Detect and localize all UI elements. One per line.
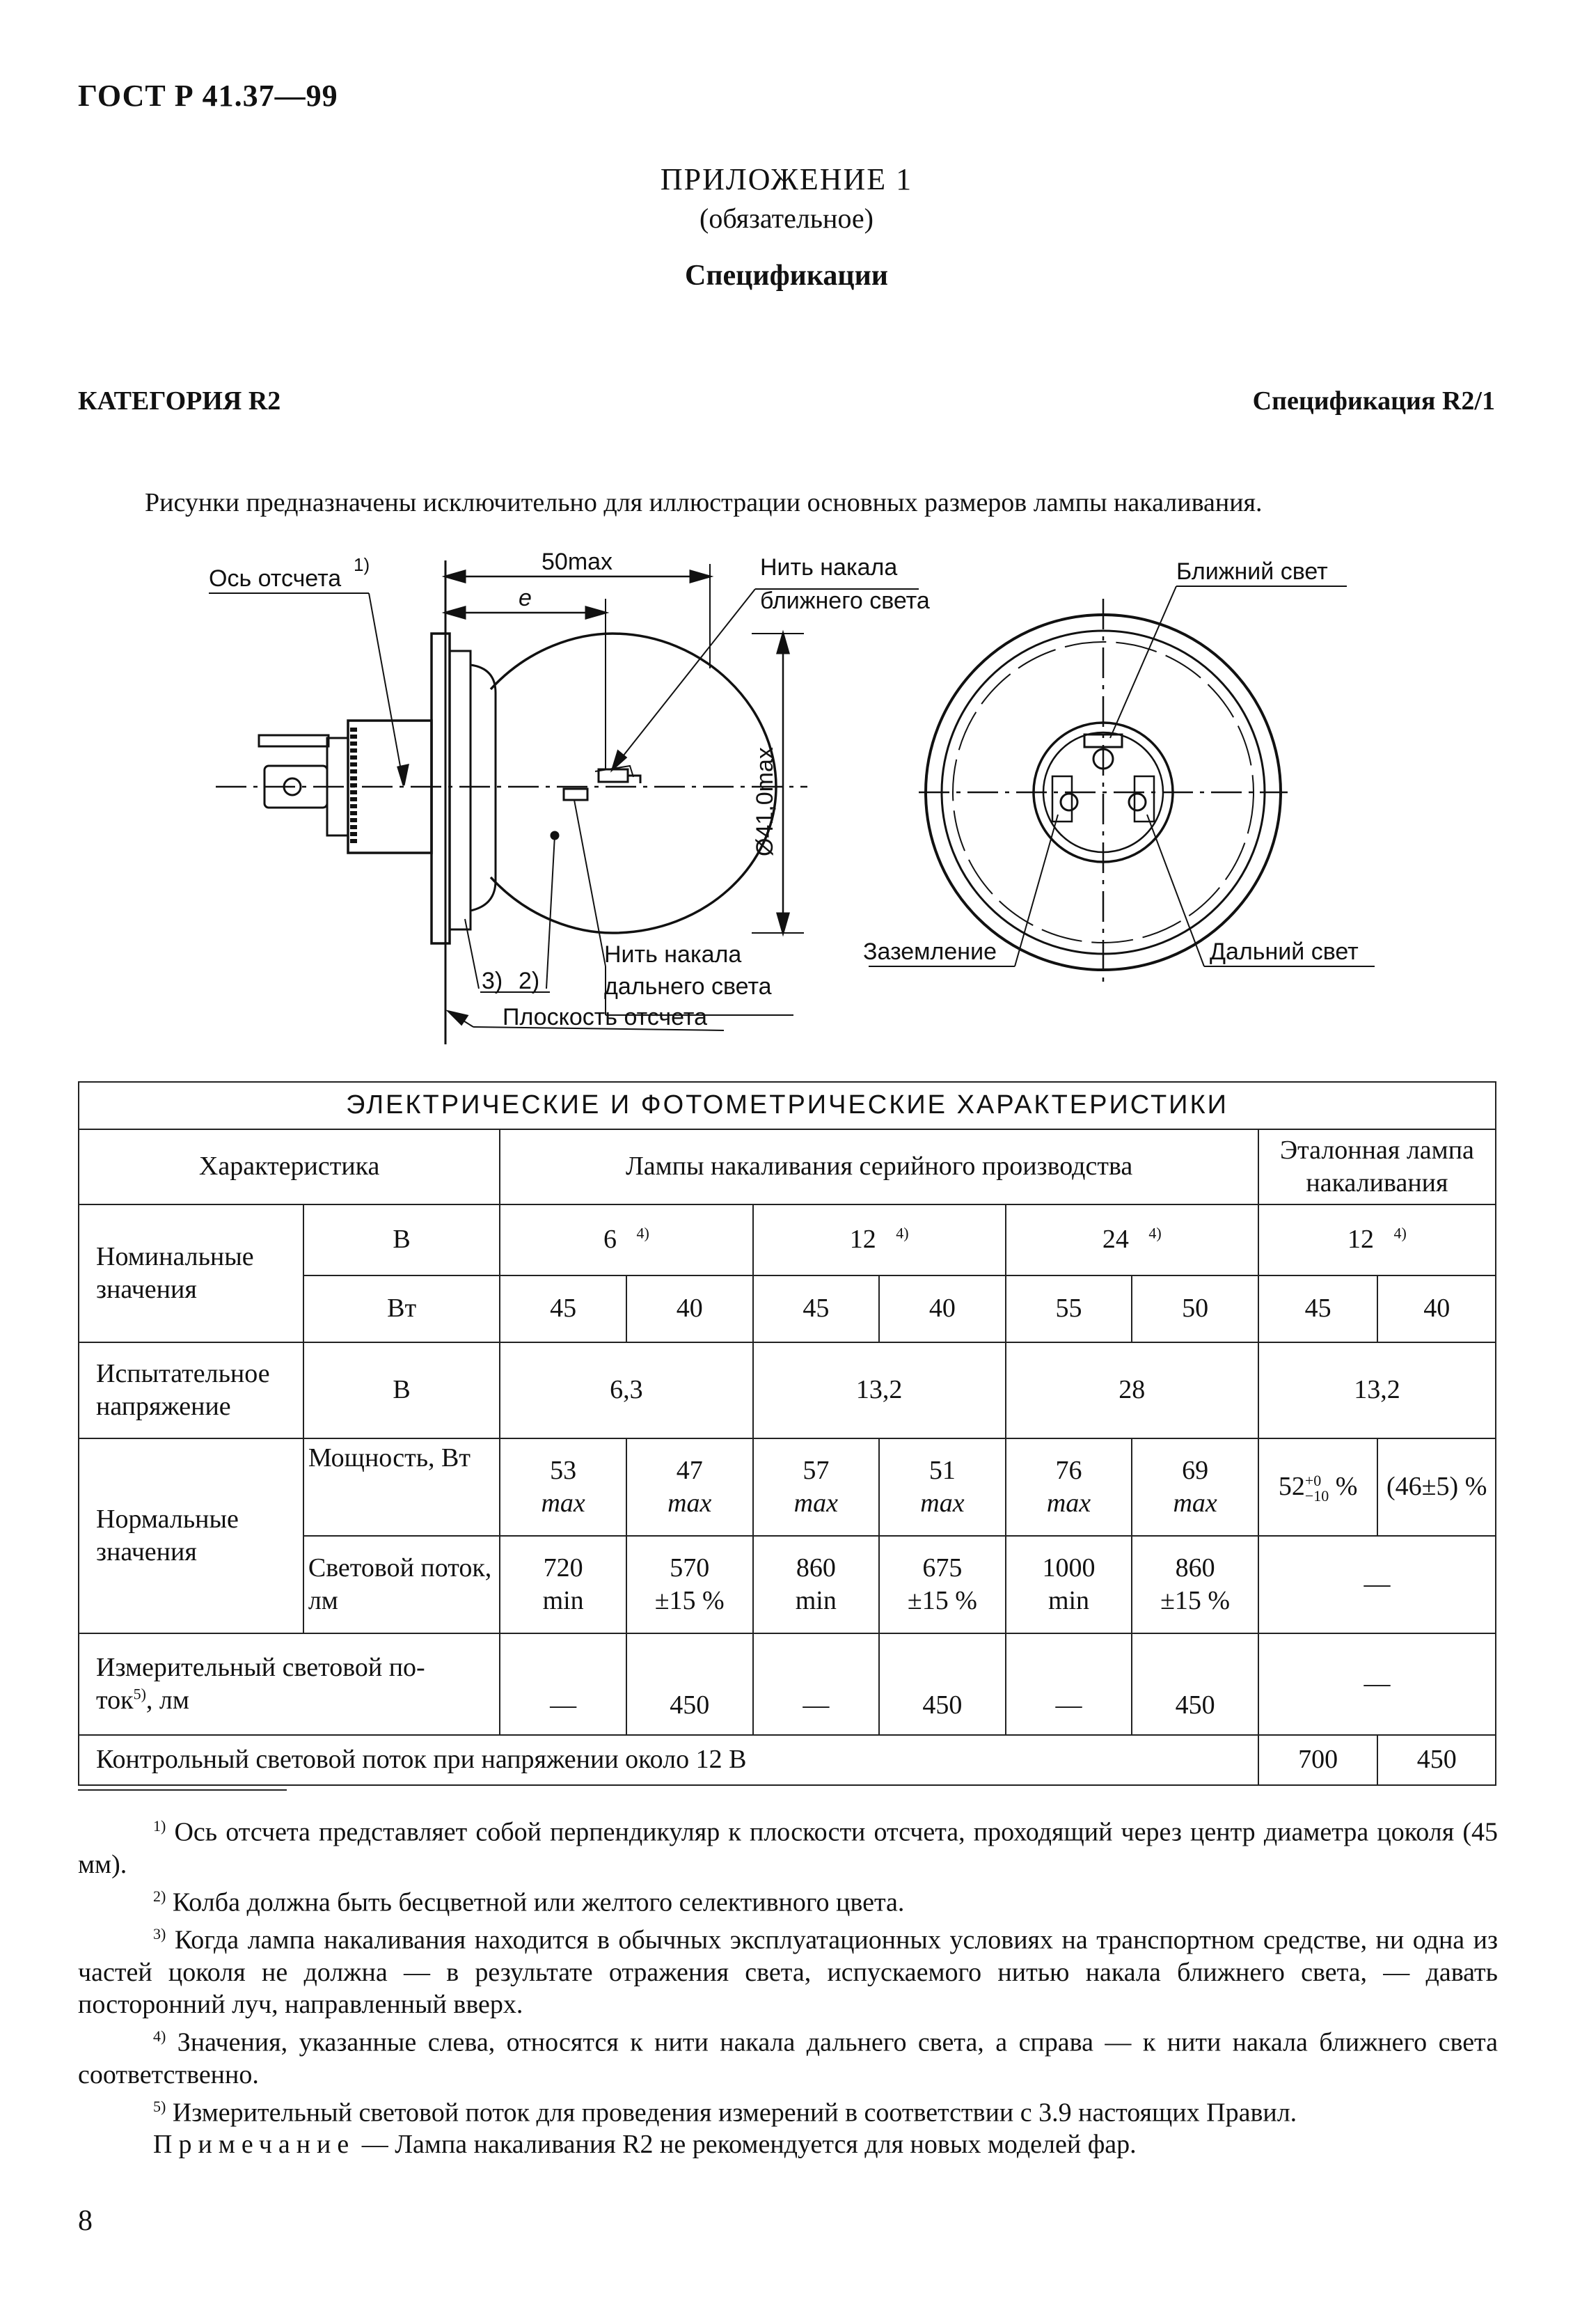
footnote-item: $^{4)}$ Значения, указанные слева, относятся к нити накала дальнего света, а справа — к нити накала ближнего света соответственно.: [78, 2027, 1498, 2089]
cell-flux: 1000 min: [1006, 1536, 1132, 1633]
label-main-beam: Дальний свет: [1210, 939, 1359, 965]
label-ref-axis: Ось отсчета: [209, 565, 342, 592]
footnote-ref: 4): [1393, 1224, 1407, 1242]
footnote-item: $^{3)}$ Когда лампа накаливания находится в обычных эксплуатационных условиях на транспортном средстве, ни одна из частей цоколя не должна — в результате отражения света, испускаемого нитью накала ближнего света, — давать посторонний луч, направленный вверх.: [78, 1925, 1498, 2019]
label-ref-axis-note: 1): [354, 554, 370, 575]
footnote-ref: 4): [896, 1224, 909, 1242]
cell-flux: 860 min: [753, 1536, 880, 1633]
cell-flux: 860 ±15 %: [1132, 1536, 1258, 1633]
label-flux: Световой поток, лм: [303, 1536, 500, 1633]
cell-watt: 50: [1132, 1275, 1258, 1342]
cell-power: 47 max: [626, 1438, 753, 1536]
cell-power-reference: 52 +0 −10 %: [1258, 1438, 1378, 1536]
header-reference-lamp: Эталонная лампа накаливания: [1258, 1129, 1496, 1204]
cell-power: 57 max: [753, 1438, 880, 1536]
cell-flux: 675 ±15 %: [879, 1536, 1006, 1633]
footnote-item: $^{1)}$ Ось отсчета представляет собой перпендикуляр к плоскости отсчета, проходящий через центр диаметра цоколя (45 мм).: [78, 1817, 1498, 1879]
table-title: ЭЛЕКТРИЧЕСКИЕ И ФОТОМЕТРИЧЕСКИЕ ХАРАКТЕРИСТИКИ: [79, 1082, 1496, 1129]
row-label-rated: Номинальные значения: [79, 1204, 303, 1342]
header-characteristic: Характеристика: [79, 1129, 500, 1204]
cell-flux: 720 min: [500, 1536, 626, 1633]
label-dipped-filament-2: ближнего света: [760, 588, 930, 614]
cell-voltage: 12 $^{4)}$: [753, 1204, 1006, 1275]
cell-watt: 45: [500, 1275, 626, 1342]
cell-power-reference: (46±5) %: [1377, 1438, 1496, 1536]
cell-flux: 570 ±15 %: [626, 1536, 753, 1633]
header-serial-lamps: Лампы накаливания серийного производства: [500, 1129, 1258, 1204]
footnote-item: $^{5)}$ Измерительный световой поток для проведения измерений в соответствии с 3.9 настоящих Правил.: [153, 2097, 1297, 2128]
cell-test-voltage: 28: [1006, 1342, 1258, 1438]
cell-measuring: 450: [626, 1633, 753, 1735]
category-label: КАТЕГОРИЯ R2: [78, 386, 281, 416]
cell-measuring: 450: [1132, 1633, 1258, 1735]
characteristics-table: [78, 1081, 1496, 1786]
cell-watt: 40: [626, 1275, 753, 1342]
footnote-divider: [78, 1789, 287, 1791]
label-dim-50max: 50max: [542, 549, 613, 575]
cell-test-voltage: 13,2: [753, 1342, 1006, 1438]
cell-measuring: 450: [879, 1633, 1006, 1735]
unit-volt: В: [303, 1342, 500, 1438]
footnote-ref: 4): [1148, 1224, 1162, 1242]
appendix-subtitle: (обязательное): [699, 203, 874, 234]
cell-power: 69 max: [1132, 1438, 1258, 1536]
row-label-normal: Нормальные значения: [79, 1438, 303, 1633]
cell-watt: 45: [753, 1275, 880, 1342]
cell-watt: 40: [879, 1275, 1006, 1342]
cell-test-voltage: 13,2: [1258, 1342, 1496, 1438]
intro-text: Рисунки предназначены исключительно для иллюстрации основных размеров лампы накаливания.: [145, 488, 1263, 517]
label-power: Мощность, Вт: [303, 1438, 500, 1536]
cell-measuring: —: [500, 1633, 626, 1735]
label-diameter: Ø41,0max: [752, 747, 778, 856]
cell-watt: 40: [1377, 1275, 1496, 1342]
section-title: Спецификации: [685, 260, 888, 292]
label-dipped-filament-1: Нить накала: [760, 554, 898, 581]
cell-control: 700: [1258, 1735, 1378, 1785]
document-header: ГОСТ Р 41.37—99: [78, 79, 338, 113]
cell-control: 450: [1377, 1735, 1496, 1785]
cell-voltage: 24 $^{4)}$: [1006, 1204, 1258, 1275]
cell-watt: 55: [1006, 1275, 1132, 1342]
appendix-title: ПРИЛОЖЕНИЕ 1: [660, 162, 913, 196]
label-ground: Заземление: [863, 939, 997, 965]
label-main-filament-2: дальнего света: [604, 973, 772, 1000]
cell-flux-reference: —: [1258, 1536, 1496, 1633]
row-label-test-voltage: Испытательное напряжение: [79, 1342, 303, 1438]
note-item: Примечание — Лампа накаливания R2 не рекомендуется для новых моделей фар.: [153, 2130, 1137, 2160]
row-label-measuring-flux: Измерительный световой по- ток$^{5)}$, лм: [79, 1633, 500, 1735]
cell-test-voltage: 6,3: [500, 1342, 752, 1438]
footnote-item: $^{2)}$ Колба должна быть бесцветной или желтого селективного цвета.: [153, 1887, 905, 1917]
cell-power: 76 max: [1006, 1438, 1132, 1536]
label-main-filament-1: Нить накала: [604, 941, 742, 968]
specification-code: Спецификация R2/1: [1252, 386, 1495, 416]
cell-power: 53 max: [500, 1438, 626, 1536]
label-dim-e: e: [519, 585, 532, 611]
unit-volt: В: [303, 1204, 500, 1275]
cell-measuring: —: [1006, 1633, 1132, 1735]
unit-watt: Вт: [303, 1275, 500, 1342]
lamp-drawing: [0, 529, 1573, 1058]
footnotes: [78, 1810, 1498, 2160]
label-dipped-beam: Ближний свет: [1176, 558, 1328, 585]
footnote-ref: 4): [636, 1224, 649, 1242]
cell-voltage: 12 $^{4)}$: [1258, 1204, 1496, 1275]
cell-measuring: —: [753, 1633, 880, 1735]
cell-measuring-reference: —: [1258, 1633, 1496, 1735]
page-number: 8: [78, 2205, 93, 2237]
label-note-3: 3): [482, 968, 503, 994]
label-ref-plane: Плоскость отсчета: [503, 1004, 708, 1030]
cell-watt: 45: [1258, 1275, 1378, 1342]
row-label-control-flux: Контрольный световой поток при напряжении около 12 В: [79, 1735, 1258, 1785]
cell-power: 51 max: [879, 1438, 1006, 1536]
label-note-2: 2): [519, 968, 540, 994]
cell-voltage: 6 $^{4)}$: [500, 1204, 752, 1275]
